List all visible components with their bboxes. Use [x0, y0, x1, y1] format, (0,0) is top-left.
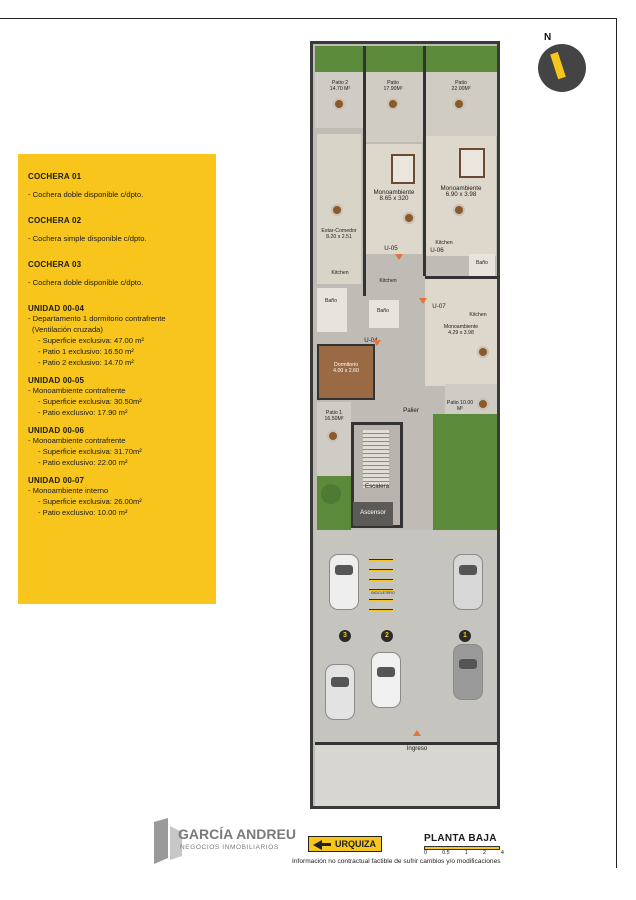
car-window: [459, 659, 477, 669]
car-icon: [329, 554, 359, 610]
floor-plan: [310, 41, 500, 809]
door-arrow-icon: [419, 298, 427, 304]
dining-table-icon: [453, 204, 465, 216]
section-line: - Superficie exclusiva: 30.50m²: [38, 397, 142, 406]
compass-north-letter: N: [544, 32, 552, 43]
kitchen-label: Kitchen: [435, 240, 453, 246]
section-line: - Monoambiente contrafrente: [28, 436, 126, 445]
compass-icon: [538, 44, 586, 92]
section-title: UNIDAD 00-07: [28, 476, 85, 485]
patio-table-icon: [453, 98, 465, 110]
bano-label: Baño: [376, 308, 390, 314]
kitchen-label: Kitchen: [331, 270, 349, 276]
section-line: - Departamento 1 dormitorio contrafrente: [28, 314, 166, 323]
garage-number-1: 1: [459, 630, 471, 642]
garage-number-2: 2: [381, 630, 393, 642]
patio-u05-label: Patio 17.90M²: [383, 80, 403, 92]
scale-tick: 4: [500, 850, 504, 856]
kitchen-label: Kitchen: [379, 278, 397, 284]
bano-label: Baño: [324, 298, 338, 304]
bike-rack: [369, 554, 393, 614]
entrance-arrow-icon: [413, 730, 421, 736]
car-icon: [371, 652, 401, 708]
u04-label: U-04: [364, 337, 378, 344]
kitchen-label: Kitchen: [469, 312, 487, 318]
bicicletero-label: BICICLETERO: [371, 591, 395, 595]
dining-table-icon: [477, 346, 489, 358]
scale-tick: 0.5: [442, 850, 450, 856]
car-window: [377, 667, 395, 677]
grass-strip: [315, 46, 497, 72]
scale-ticks: [424, 850, 504, 856]
section-line: - Cochera doble disponible c/dpto.: [28, 190, 144, 199]
scale-tick: 1: [464, 850, 468, 856]
green-area: [433, 414, 497, 544]
section-title: UNIDAD 00-05: [28, 376, 85, 385]
bath-room: [317, 288, 347, 332]
section-title: UNIDAD 00-04: [28, 304, 85, 313]
scale-title: PLANTA BAJA: [424, 833, 497, 844]
car-window: [335, 565, 353, 575]
section-line: - Patio exclusivo: 17.90 m²: [38, 408, 128, 417]
section-line: - Superficie exclusiva: 31.70m²: [38, 447, 142, 456]
patio-table-icon: [333, 98, 345, 110]
section-title: UNIDAD 00-06: [28, 426, 85, 435]
section-line: - Monoambiente interno: [28, 486, 109, 495]
u05-label: U-05: [384, 245, 398, 252]
patio-table-icon: [327, 430, 339, 442]
ingreso-label: Ingreso: [406, 745, 428, 752]
door-arrow-icon: [395, 254, 403, 260]
monoambiente-06-label: Monoambiente 6.90 x 3.98: [440, 185, 482, 198]
car-window: [331, 677, 349, 687]
section-line: - Superficie exclusiva: 26.00m²: [38, 497, 142, 506]
frame-top-line: [0, 18, 616, 19]
bano-label: Baño: [475, 260, 489, 266]
monoambiente-07-label: Monoambiente 4.29 x 3.98: [443, 324, 479, 336]
bed-icon: [459, 148, 485, 178]
u07-label: U-07: [432, 303, 446, 310]
street-arrow-shaft: [321, 843, 331, 846]
section-line: - Monoambiente contrafrente: [28, 386, 126, 395]
section-title: COCHERA 01: [28, 172, 82, 181]
tree-icon: [321, 484, 341, 504]
patio-table-icon: [387, 98, 399, 110]
disclaimer: Información no contractual factible de sufrir cambios y/o modificaciones: [292, 858, 501, 865]
estar-label: Estar-Comedor 8.20 x 2.51: [321, 228, 357, 240]
patio2-label: Patio 2 14.70 M²: [329, 80, 351, 92]
section-line: - Superficie exclusiva: 47.00 m²: [38, 336, 144, 345]
frame-right-line: [616, 18, 617, 868]
garage-number-3: 3: [339, 630, 351, 642]
section-line: - Patio exclusivo: 10.00 m²: [38, 508, 128, 517]
section-line: - Patio 1 exclusivo: 16.50 m²: [38, 347, 134, 356]
palier-label: Palier: [403, 407, 419, 414]
stairs: [363, 430, 389, 488]
monoambiente-05-label: Monoambiente 8.65 x 320: [373, 189, 415, 202]
patio-u07-label: Patio 10.00 M²: [446, 400, 474, 412]
patio-u06-label: Patio 22.00M²: [451, 80, 471, 92]
info-panel: [18, 154, 216, 604]
scale-tick: 2: [482, 850, 486, 856]
car-icon: [453, 644, 483, 700]
section-line: - Cochera simple disponible c/dpto.: [28, 234, 147, 243]
patio1-label: Patio 1 16.50M²: [324, 410, 344, 422]
dining-table-icon: [403, 212, 415, 224]
car-icon: [325, 664, 355, 720]
door-arrow-icon: [373, 340, 381, 346]
brand-subtitle: NEGOCIOS INMOBILIARIOS: [180, 844, 279, 851]
scale-tick: 0: [424, 850, 428, 856]
dormitorio-label: Dormitorio 4.00 x 2.60: [333, 362, 359, 374]
section-line: - Cochera doble disponible c/dpto.: [28, 278, 144, 287]
car-window: [459, 565, 477, 575]
dining-table-icon: [331, 204, 343, 216]
brand-logo: [148, 818, 296, 871]
brand-name: GARCÍA ANDREU: [178, 826, 296, 842]
section-title: COCHERA 02: [28, 216, 82, 225]
compass-needle: [550, 52, 566, 79]
section-line: - Patio exclusivo: 22.00 m²: [38, 458, 128, 467]
section-line: - Patio 2 exclusivo: 14.70 m²: [38, 358, 134, 367]
street-tag: [308, 836, 382, 852]
section-title: COCHERA 03: [28, 260, 82, 269]
patio-table-icon: [477, 398, 489, 410]
u06-label: U-06: [430, 247, 444, 254]
bed-icon: [391, 154, 415, 184]
escalera-label: Escalera: [364, 483, 390, 490]
section-line: (Ventilación cruzada): [32, 325, 103, 334]
car-icon: [453, 554, 483, 610]
bath-room: [369, 300, 399, 328]
ascensor-label: Ascensor: [360, 509, 386, 516]
street-name: URQUIZA: [335, 839, 376, 849]
